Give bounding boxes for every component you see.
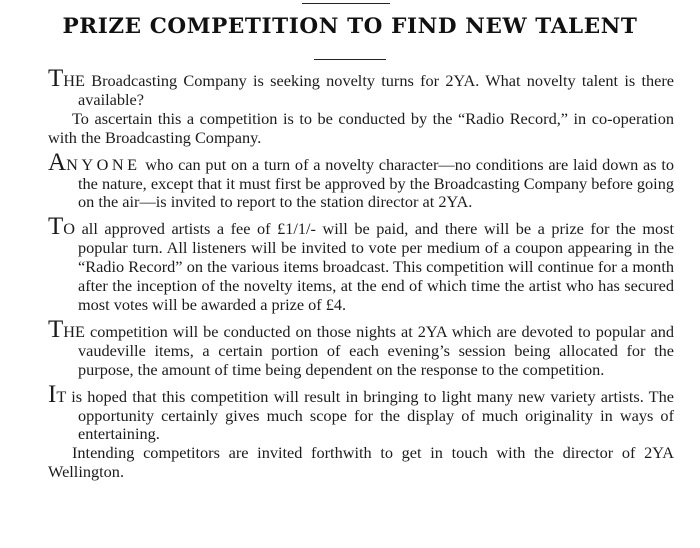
lead-word: HE <box>63 321 85 341</box>
lead-word: HE <box>63 71 85 90</box>
paragraph-text: who can put on a turn of a novelty character—no conditions are laid down as to the nature, except that it must first be approved by the Broadcasting Company before going on the air—is invited to report to the station director at 2YA. <box>78 154 674 212</box>
paragraph-4 <box>48 213 674 315</box>
paragraph-5 <box>48 315 674 380</box>
headline: PRIZE COMPETITION TO FIND NEW TALENT <box>62 14 638 39</box>
paragraph-1 <box>48 65 674 110</box>
paragraph-text: Broadcasting Company is seeking novelty turns for 2YA. What novelty talent is there available? <box>78 71 674 109</box>
paragraph-text: all approved artists a fee of £1/1/- will be paid, and there will be a prize for the most popular turn. All listeners will be invited to vote per medium of a coupon appearing in the “Radio Record” on the various items broadcast. This competition will continue for a month after the inception of the novelty items, at the end of which time the artist who has secured most votes will be awarded a prize of £4. <box>75 219 674 314</box>
drop-cap: T <box>48 65 64 92</box>
paragraph-text: To ascertain this a competition is to be conducted by the “Radio Record,” in co-operation with the Broadcasting Company. <box>48 108 674 147</box>
paragraph-6 <box>48 380 674 445</box>
paragraph-text: is hoped that this competition will result in bringing to light many new variety artists. The opportunity certainly gives much scope for the display of much originality in ways of entertaining. <box>65 386 674 444</box>
paragraph-3 <box>48 148 674 213</box>
headline-rule <box>314 59 386 60</box>
drop-cap: T <box>48 315 64 343</box>
paragraph-2 <box>48 110 674 148</box>
lead-word: T <box>56 386 66 406</box>
paragraph-7 <box>48 444 674 482</box>
lead-word: NYONE <box>66 154 141 174</box>
drop-cap: T <box>48 213 64 241</box>
paragraph-text: competition will be conducted on those nights at 2YA which are devoted to popular and vaudeville items, a certain portion of each evening’s session being allocated for the purpose, the amount of time being dependent on the response to the competition. <box>78 321 674 379</box>
article-body <box>48 65 674 482</box>
lead-word: O <box>63 219 76 239</box>
top-rule <box>302 3 390 4</box>
drop-cap: I <box>48 380 57 408</box>
drop-cap: A <box>48 148 67 176</box>
paragraph-text: Intending competitors are invited forthwith to get in touch with the director of 2YA Wellington. <box>48 443 674 482</box>
